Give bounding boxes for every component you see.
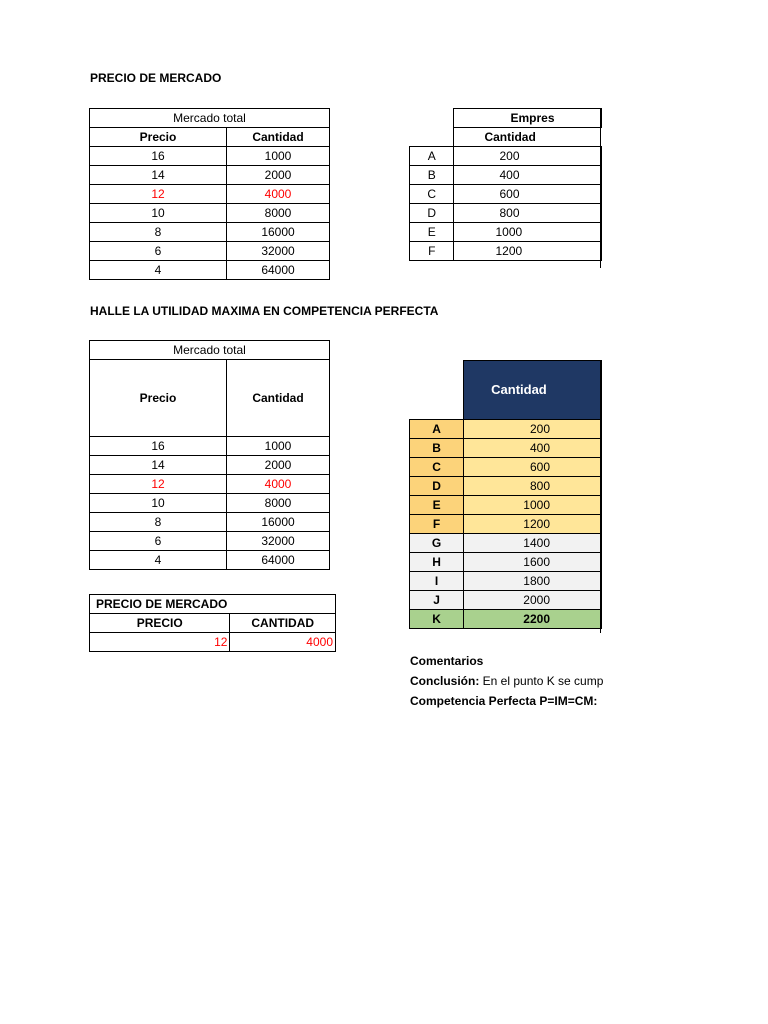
cell-cantidad: 800 (464, 477, 602, 496)
cell-cantidad: 4000 (227, 475, 330, 494)
cell-letra: H (410, 553, 464, 572)
cell-cantidad: 4000 (227, 185, 330, 204)
cell-letra: E (410, 223, 454, 242)
cell-precio: 16 (90, 437, 227, 456)
empty-cell (410, 128, 454, 147)
cell-cantidad: 16000 (227, 223, 330, 242)
comments-title: Comentarios (410, 654, 484, 668)
competencia-line: Competencia Perfecta P=IM=CM: (410, 694, 598, 708)
cell-letra: D (410, 477, 464, 496)
cell-precio: 14 (90, 166, 227, 185)
table-row (90, 204, 330, 223)
cell-precio: 6 (90, 242, 227, 261)
table-row (90, 456, 330, 475)
cell-precio: 12 (90, 475, 227, 494)
comments-section (410, 651, 603, 713)
cell-cantidad: 1200 (454, 242, 602, 261)
column-border (600, 360, 601, 633)
cell-cantidad: 2200 (464, 610, 602, 629)
cell-letra: A (410, 147, 454, 166)
cell-letra: A (410, 420, 464, 439)
table-row (410, 242, 602, 261)
empresas-table-2 (409, 360, 602, 629)
column-header-cantidad: Cantidad (464, 361, 602, 420)
column-header-cantidad: CANTIDAD (230, 614, 336, 633)
cell-cantidad: 2000 (227, 456, 330, 475)
cell-precio: 10 (90, 204, 227, 223)
cell-cantidad: 600 (454, 185, 602, 204)
cell-cantidad: 32000 (227, 532, 330, 551)
column-header-cantidad: Cantidad (454, 128, 602, 147)
cell-precio-value: 12 (90, 633, 230, 652)
cell-cantidad: 1000 (464, 496, 602, 515)
table-row-optimal (410, 610, 602, 629)
cell-letra: J (410, 591, 464, 610)
cell-cantidad: 600 (464, 458, 602, 477)
table-row (410, 458, 602, 477)
cell-cantidad: 8000 (227, 494, 330, 513)
empresas-table-1-container (409, 108, 602, 268)
cell-precio: 6 (90, 532, 227, 551)
table-row (90, 532, 330, 551)
cell-cantidad: 400 (454, 166, 602, 185)
cell-letra: F (410, 515, 464, 534)
table-row (410, 223, 602, 242)
table-row (410, 534, 602, 553)
cell-cantidad: 1000 (454, 223, 602, 242)
cell-cantidad: 1000 (227, 437, 330, 456)
table-header: Empres (454, 109, 602, 128)
table-row (410, 496, 602, 515)
table-row (90, 261, 330, 280)
cell-letra: C (410, 458, 464, 477)
cell-cantidad: 400 (464, 439, 602, 458)
cell-letra: E (410, 496, 464, 515)
cell-precio: 4 (90, 261, 227, 280)
table-row (410, 185, 602, 204)
empresas-table-2-container (409, 360, 602, 633)
table-row (410, 572, 602, 591)
table-row (410, 439, 602, 458)
cell-cantidad: 1000 (227, 147, 330, 166)
cell-letra: G (410, 534, 464, 553)
cell-cantidad: 1600 (464, 553, 602, 572)
cell-cantidad: 1200 (464, 515, 602, 534)
cell-cantidad-value: 4000 (230, 633, 336, 652)
cell-cantidad: 1400 (464, 534, 602, 553)
table-header: Mercado total (90, 341, 330, 360)
column-header-cantidad: Cantidad (227, 128, 330, 147)
table-row (410, 553, 602, 572)
table-row-highlighted (90, 185, 330, 204)
cell-precio: 8 (90, 223, 227, 242)
cell-letra: B (410, 166, 454, 185)
table-row (410, 477, 602, 496)
empty-cell (410, 109, 454, 128)
cell-cantidad: 64000 (227, 261, 330, 280)
table-header: Mercado total (90, 109, 330, 128)
table-row (410, 166, 602, 185)
section-title-precio-mercado: PRECIO DE MERCADO (90, 71, 222, 85)
cell-cantidad: 1800 (464, 572, 602, 591)
table-row (410, 420, 602, 439)
cell-cantidad: 200 (464, 420, 602, 439)
table-row-highlighted (90, 475, 330, 494)
table-row (90, 223, 330, 242)
cell-precio: 16 (90, 147, 227, 166)
table-header: PRECIO DE MERCADO (90, 595, 336, 614)
cell-precio: 8 (90, 513, 227, 532)
column-header-precio: PRECIO (90, 614, 230, 633)
cell-precio: 14 (90, 456, 227, 475)
table-row (90, 437, 330, 456)
table-row (90, 166, 330, 185)
empresas-table-1 (409, 108, 602, 261)
cell-cantidad: 32000 (227, 242, 330, 261)
cell-cantidad: 2000 (227, 166, 330, 185)
table-row (410, 204, 602, 223)
cell-letra: B (410, 439, 464, 458)
mercado-total-table-1 (89, 108, 330, 280)
column-header-precio: Precio (90, 360, 227, 437)
column-border (600, 108, 601, 268)
table-row (90, 494, 330, 513)
conclusion-line (410, 671, 603, 691)
section-title-utilidad-maxima: HALLE LA UTILIDAD MAXIMA EN COMPETENCIA PERFECTA (90, 304, 439, 318)
cell-cantidad: 2000 (464, 591, 602, 610)
cell-cantidad: 16000 (227, 513, 330, 532)
cell-precio: 10 (90, 494, 227, 513)
cell-letra: D (410, 204, 454, 223)
cell-precio: 4 (90, 551, 227, 570)
column-header-precio: Precio (90, 128, 227, 147)
table-row (90, 513, 330, 532)
table-row (410, 147, 602, 166)
mercado-total-table-2 (89, 340, 330, 570)
cell-cantidad: 800 (454, 204, 602, 223)
precio-mercado-table (89, 594, 336, 652)
cell-cantidad: 8000 (227, 204, 330, 223)
conclusion-label: Conclusión: (410, 674, 480, 688)
table-row (90, 147, 330, 166)
cell-letra: I (410, 572, 464, 591)
cell-precio: 12 (90, 185, 227, 204)
table-row (410, 515, 602, 534)
table-row (410, 591, 602, 610)
conclusion-text: En el punto K se cump (479, 674, 603, 688)
table-row (90, 633, 336, 652)
cell-cantidad: 200 (454, 147, 602, 166)
table-row (90, 242, 330, 261)
column-header-cantidad: Cantidad (227, 360, 330, 437)
empty-cell (410, 361, 464, 420)
table-row (90, 551, 330, 570)
cell-letra: C (410, 185, 454, 204)
cell-letra: F (410, 242, 454, 261)
cell-cantidad: 64000 (227, 551, 330, 570)
cell-letra: K (410, 610, 464, 629)
